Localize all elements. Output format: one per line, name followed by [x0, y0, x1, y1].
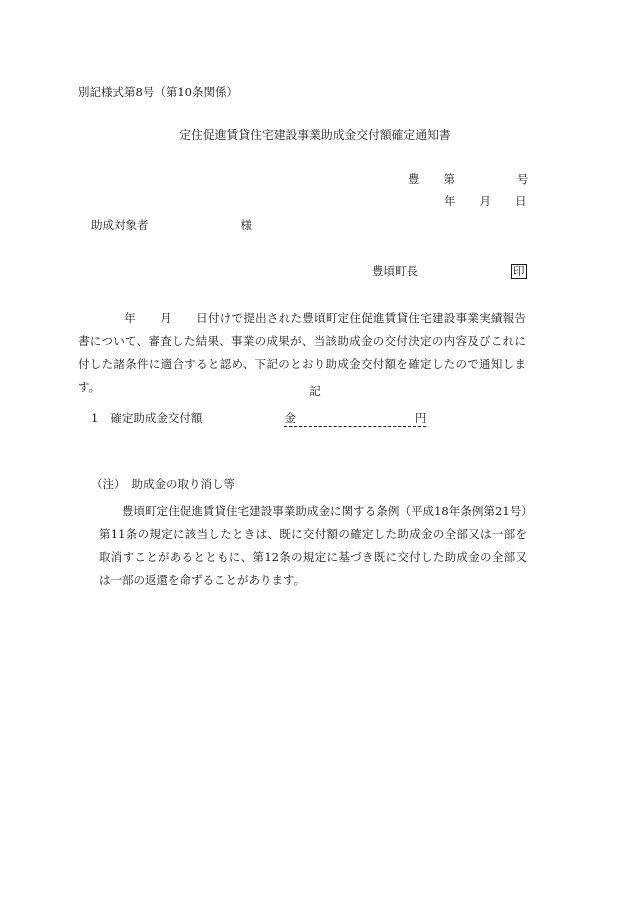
recipient-label: 助成対象者 — [91, 218, 149, 232]
issuer-line — [372, 264, 527, 279]
document-title: 定住促進賃貸住宅建設事業助成金交付額確定通知書 — [179, 128, 451, 142]
note-heading: 助成金の取り消し等 — [131, 477, 235, 491]
ki-heading: 記 — [309, 384, 321, 398]
amount-en: 円 — [414, 411, 427, 425]
issue-date-line — [444, 196, 527, 208]
seal-mark: 印 — [513, 264, 525, 278]
body-date-month: 月 — [159, 311, 172, 325]
reference-number-line — [408, 174, 529, 186]
reference-dai: 第 — [443, 172, 455, 186]
reference-go: 号 — [517, 172, 529, 186]
issuer-name: 豊頃町長 — [372, 264, 418, 278]
body-date-year: 年 — [124, 311, 136, 325]
recipient-honorific: 様 — [240, 218, 252, 232]
date-month: 月 — [479, 194, 491, 208]
item-1-line — [91, 413, 426, 427]
reference-prefix: 豊 — [408, 172, 420, 186]
date-day: 日 — [515, 194, 527, 208]
form-number: 別記様式第8号（第10条関係） — [78, 85, 238, 99]
recipient-line — [91, 220, 252, 232]
body-text: 日付けで提出された豊頃町定住促進賃貸住宅建設事業実績報告書について、審査した結果、事業の成果が、当該助成金の交付決定の内容及びこれに付した諸条件に適合すると認め、下記のとおり助成金交付額を確定したので通知します。 — [78, 311, 527, 394]
note-body: 豊頃町定住促進賃貸住宅建設事業助成金に関する条例（平成18年条例第21号）第11条の規定に該当したときは、既に交付額の確定した助成金の全部又は一部を取消すことがあるとともに、第12条の規定に基づき既に交付した助成金の全部又は一部の返還を命ずることがあります。 — [99, 504, 527, 587]
amount-field — [284, 413, 426, 427]
item-1-label: 確定助成金交付額 — [110, 411, 203, 425]
note-heading-line — [91, 479, 235, 491]
note-marker: （注） — [91, 477, 126, 491]
item-1-number: 1 — [91, 411, 99, 425]
amount-kin: 金 — [284, 411, 296, 425]
date-year: 年 — [444, 194, 456, 208]
